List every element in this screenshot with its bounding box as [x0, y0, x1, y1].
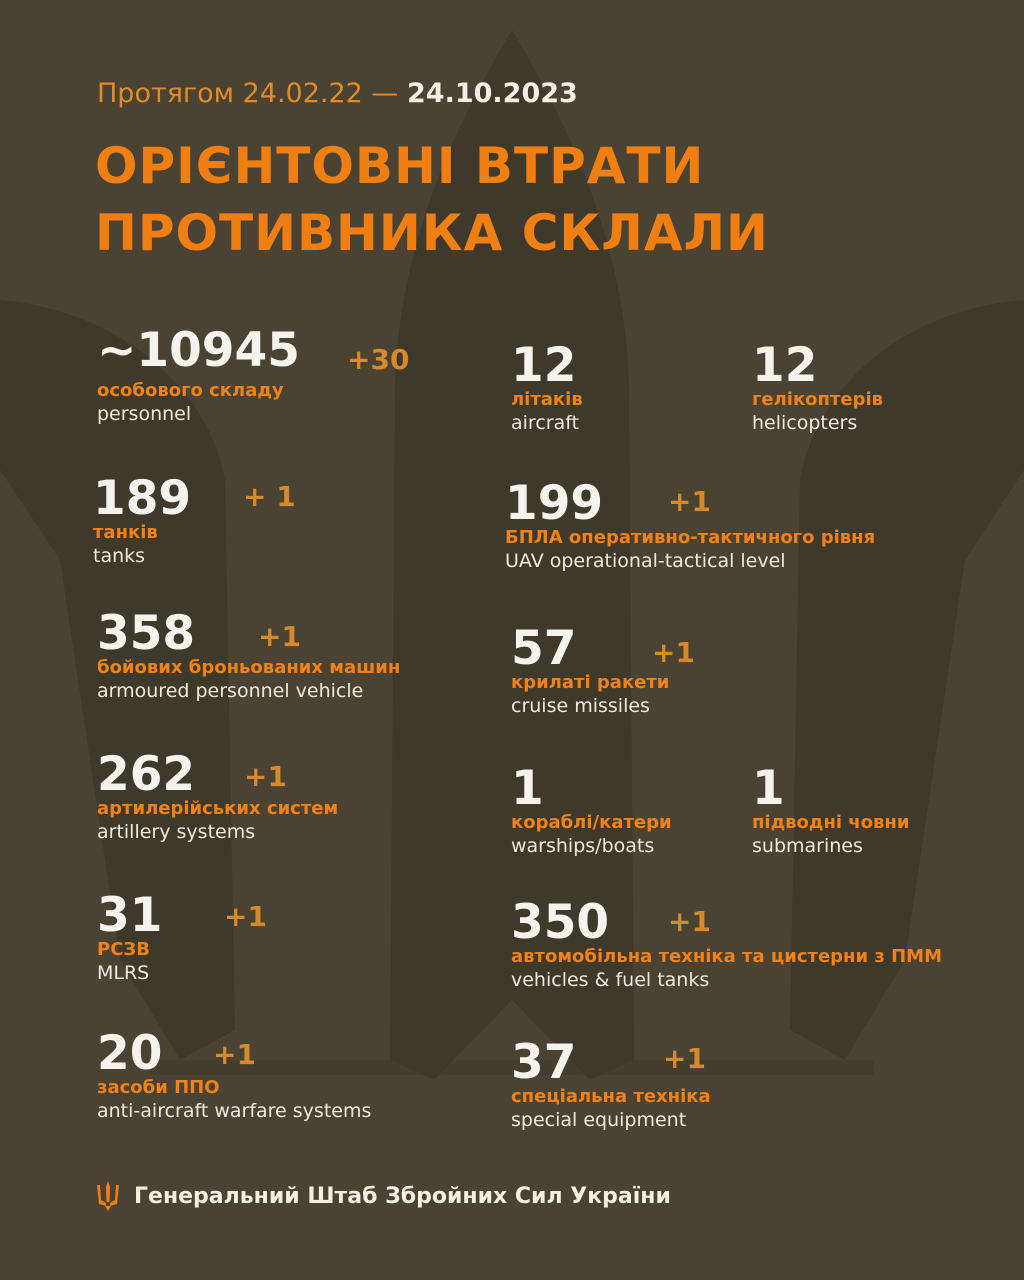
stat-value: 57: [511, 621, 577, 676]
stat-value: 31: [97, 888, 163, 943]
stat-label-ua: спеціальна техніка: [511, 1086, 711, 1107]
stat-label-ua: засоби ППО: [97, 1077, 220, 1098]
stat-value: 20: [97, 1026, 163, 1081]
stat-label-en: anti-aircraft warfare systems: [97, 1100, 372, 1122]
stat-label-en: submarines: [752, 835, 863, 857]
stat-delta-personnel: +30: [347, 343, 410, 376]
stat-label-ua: підводні човни: [752, 812, 910, 833]
stat-helicopters: [752, 338, 884, 435]
stat-delta-artillery: +1: [244, 760, 287, 793]
stat-delta-tanks: + 1: [243, 480, 296, 513]
stat-label-en: artillery systems: [97, 821, 256, 843]
stat-value: 37: [511, 1035, 577, 1090]
stat-apv: [97, 606, 401, 703]
stat-label-en: cruise missiles: [511, 695, 650, 717]
stat-aircraft: [511, 338, 583, 435]
stat-label-ua: танків: [93, 522, 158, 543]
footer-text: Генеральний Штаб Збройних Сил України: [134, 1183, 671, 1209]
stat-delta-special: +1: [663, 1042, 706, 1075]
stat-submarines: [752, 761, 910, 858]
stat-value: 199: [505, 476, 604, 531]
stat-cruise-missiles: [511, 621, 670, 718]
page-title: [95, 133, 769, 267]
stat-label-ua: гелікоптерів: [752, 389, 884, 410]
stat-delta-uav: +1: [668, 485, 711, 518]
stat-label-en: MLRS: [97, 962, 150, 984]
trident-icon: [96, 1180, 120, 1212]
stat-label-ua: РСЗВ: [97, 939, 150, 960]
period-line: [97, 78, 578, 109]
stat-label-en: warships/boats: [511, 835, 655, 857]
stat-label-ua: літаків: [511, 389, 583, 410]
stat-label-en: vehicles & fuel tanks: [511, 969, 710, 991]
stat-label-ua: особового складу: [97, 380, 284, 401]
stat-value: 358: [97, 606, 196, 661]
period-date: 24.10.2023: [407, 78, 578, 109]
stat-label-en: helicopters: [752, 412, 858, 434]
stat-label-en: UAV operational-tactical level: [505, 550, 786, 572]
stat-mlrs: [97, 888, 163, 985]
stat-value: 1: [511, 761, 544, 816]
stat-label-en: tanks: [93, 545, 146, 567]
stat-delta-apv: +1: [258, 620, 301, 653]
stat-delta-vehicles: +1: [668, 905, 711, 938]
stat-value: 189: [93, 471, 192, 526]
stat-delta-aa: +1: [213, 1038, 256, 1071]
stat-value: 350: [511, 895, 610, 950]
footer: [96, 1180, 671, 1212]
stat-artillery: [97, 747, 339, 844]
stat-label-en: personnel: [97, 403, 192, 425]
stat-label-ua: автомобільна техніка та цистерни з ПММ: [511, 946, 942, 967]
title-line-1: ОРІЄНТОВНІ ВТРАТИ: [95, 137, 705, 195]
stat-label-en: special equipment: [511, 1109, 687, 1131]
stat-label-en: aircraft: [511, 412, 580, 434]
stat-value: 262: [97, 747, 196, 802]
stat-delta-mlrs: +1: [224, 900, 267, 933]
stat-tanks: [93, 471, 192, 568]
stat-personnel: [97, 323, 300, 426]
stat-warships: [511, 761, 672, 858]
title-line-2: ПРОТИВНИКА СКЛАЛИ: [95, 204, 769, 262]
stat-value: 1: [752, 761, 785, 816]
stat-label-ua: БПЛА оперативно-тактичного рівня: [505, 527, 876, 548]
stat-delta-cruise: +1: [652, 636, 695, 669]
stat-label-ua: кораблі/катери: [511, 812, 672, 833]
stat-value: 12: [752, 338, 818, 393]
stat-label-ua: артилерійських систем: [97, 798, 339, 819]
stat-value: 12: [511, 338, 577, 393]
period-prefix: Протягом 24.02.22 —: [97, 78, 399, 109]
stat-label-ua: крилаті ракети: [511, 672, 670, 693]
stat-label-en: armoured personnel vehicle: [97, 680, 364, 702]
stat-label-ua: бойових броньованих машин: [97, 657, 401, 678]
stat-value: ~10945: [97, 323, 300, 378]
stat-vehicles: [511, 895, 942, 992]
